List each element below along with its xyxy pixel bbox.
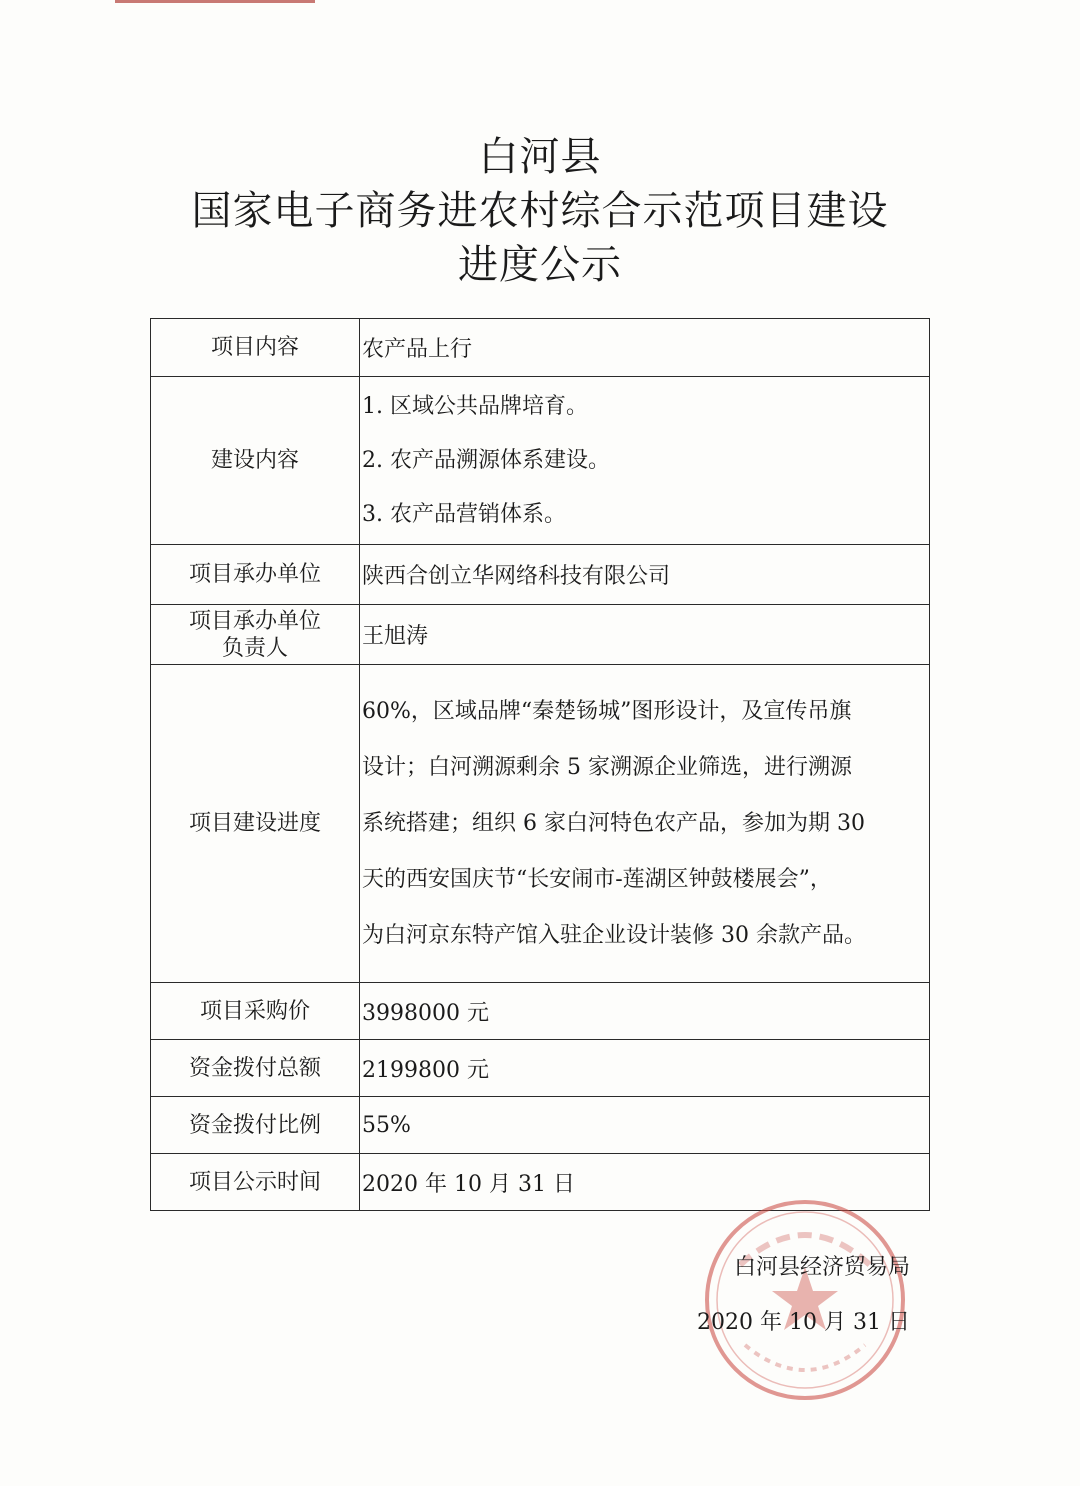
value-purchase-price: 3998000 元	[360, 983, 930, 1040]
title-progress-notice: 进度公示	[458, 242, 622, 288]
label-contractor-head-line2: 负责人	[221, 635, 288, 661]
issuer-name: 白河县经济贸易局	[733, 1255, 910, 1280]
progress-line: 设计；白河溯源剩余 5 家溯源企业筛选，进行溯源	[362, 754, 852, 780]
label-progress: 项目建设进度	[151, 665, 360, 983]
label-contractor: 项目承办单位	[151, 545, 360, 605]
progress-line: 天的西安国庆节“长安闹市-莲湖区钟鼓楼展会”，	[362, 866, 832, 892]
construction-item: 2. 农产品溯源体系建设。	[362, 447, 610, 473]
label-purchase-price: 项目采购价	[151, 983, 360, 1040]
construction-item: 1. 区域公共品牌培育。	[362, 393, 588, 419]
table-row	[151, 1097, 930, 1154]
label-construction: 建设内容	[151, 377, 360, 545]
progress-line: 为白河京东特产馆入驻企业设计装修 30 余款产品。	[362, 922, 866, 948]
table-row	[151, 983, 930, 1040]
progress-line: 系统搭建；组织 6 家白河特色农产品，参加为期 30	[362, 810, 865, 836]
label-project-content: 项目内容	[151, 319, 360, 377]
value-funds-ratio: 55%	[360, 1097, 930, 1154]
value-construction	[360, 377, 930, 545]
value-project-content: 农产品上行	[360, 319, 930, 377]
top-edge-mark	[115, 0, 315, 3]
label-contractor-head	[151, 605, 360, 665]
label-contractor-head-line1: 项目承办单位	[188, 608, 321, 634]
title-county: 白河县	[478, 134, 602, 180]
table-row	[151, 377, 930, 545]
table-row	[151, 605, 930, 665]
label-funds-total: 资金拨付总额	[151, 1040, 360, 1097]
table-row	[151, 545, 930, 605]
progress-line: 60%，区域品牌“秦楚钖城”图形设计，及宣传吊旗	[362, 698, 852, 724]
value-progress	[360, 665, 930, 983]
value-funds-total: 2199800 元	[360, 1040, 930, 1097]
table-row	[151, 319, 930, 377]
value-contractor: 陕西合创立华网络科技有限公司	[360, 545, 930, 605]
official-seal	[700, 1195, 910, 1405]
issue-date: 2020 年 10 月 31 日	[697, 1310, 910, 1335]
table-row	[151, 1040, 930, 1097]
document-title	[0, 130, 1080, 292]
table-row	[151, 1154, 930, 1211]
project-info-table	[150, 318, 930, 1211]
value-publicity-time: 2020 年 10 月 31 日	[360, 1154, 930, 1211]
label-publicity-time: 项目公示时间	[151, 1154, 360, 1211]
value-contractor-head: 王旭涛	[360, 605, 930, 665]
table-row	[151, 665, 930, 983]
construction-item: 3. 农产品营销体系。	[362, 501, 566, 527]
label-funds-ratio: 资金拨付比例	[151, 1097, 360, 1154]
title-project: 国家电子商务进农村综合示范项目建设	[191, 188, 889, 234]
